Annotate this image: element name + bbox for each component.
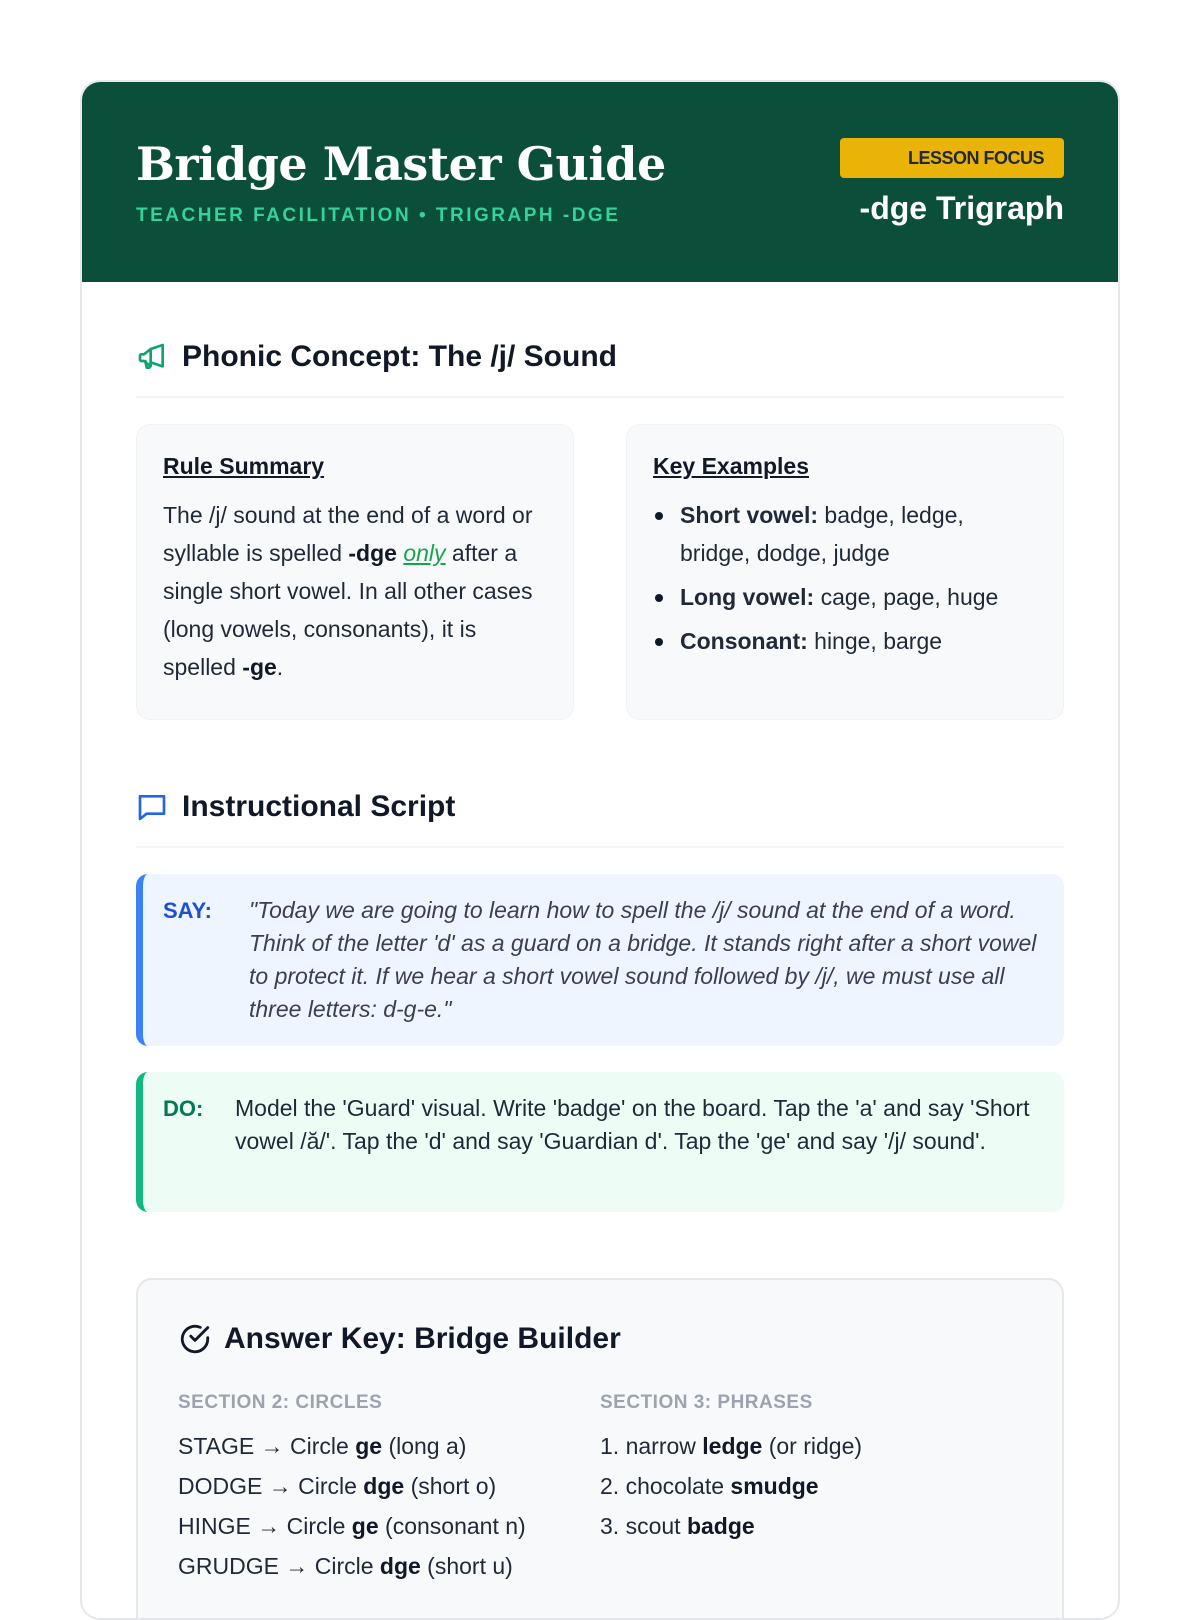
answer-word: HINGE (178, 1513, 251, 1539)
say-label: SAY: (163, 898, 212, 923)
phrases-title: SECTION 3: PHRASES (600, 1392, 813, 1413)
answer-word: GRUDGE (178, 1553, 279, 1579)
script-section-header (136, 768, 1064, 848)
concept-section-header (136, 318, 1064, 398)
megaphone-icon (136, 340, 170, 374)
check-circle-icon (178, 1322, 212, 1356)
answer-pre: → Circle (262, 1473, 364, 1499)
example-label: Short vowel: (680, 502, 819, 528)
lesson-focus-value: -dge Trigraph (859, 189, 1064, 226)
lesson-focus-badge: LESSON FOCUS (840, 138, 1064, 178)
rule-text-2: after a single short vowel. In all other cases (long vowels, consonants), it is spelled (163, 540, 533, 680)
answer-bold: dge (363, 1473, 405, 1499)
phrase-bold: smudge (730, 1473, 819, 1499)
answer-bold: ge (351, 1513, 379, 1539)
rule-ge-term: -ge (242, 654, 277, 680)
example-words: badge, ledge, bridge, dodge, judge (680, 502, 964, 566)
list-item (653, 622, 1037, 660)
phrase-post: (or ridge) (762, 1433, 863, 1459)
answer-post: (short o) (404, 1473, 497, 1499)
answer-word: DODGE (178, 1473, 263, 1499)
guide-body (82, 318, 1118, 1620)
example-words: hinge, barge (814, 628, 943, 654)
page-title: Bridge Master Guide (136, 137, 666, 191)
answer-post: (consonant n) (378, 1513, 526, 1539)
answer-key-columns (178, 1392, 1022, 1586)
rule-only-emphasis: only (403, 540, 446, 566)
list-item (600, 1466, 1022, 1506)
list-item (178, 1546, 600, 1586)
list-item (653, 578, 1037, 616)
speech-bubble-icon (136, 790, 170, 824)
say-text: "Today we are going to learn how to spell the /j/ sound at the end of a word. Think of the letter 'd' as a guard on a bridge. It stands right after a short vowel to protect it. If we hear a short vowel sound followed by /j/, we must use all three letters: d-g-e." (249, 897, 1037, 1022)
key-examples-title: Key Examples (653, 453, 809, 479)
header-banner (82, 82, 1118, 282)
circles-title: SECTION 2: CIRCLES (178, 1392, 383, 1413)
answer-bold: ge (355, 1433, 383, 1459)
header-titles (136, 137, 666, 227)
example-label: Long vowel: (680, 584, 815, 610)
do-label: DO: (163, 1096, 204, 1121)
answer-post: (long a) (382, 1433, 467, 1459)
answer-bold: dge (379, 1553, 421, 1579)
answer-pre: → Circle (250, 1513, 352, 1539)
phrase-bold: ledge (702, 1433, 763, 1459)
answer-post: (short u) (420, 1553, 513, 1579)
list-item (178, 1426, 600, 1466)
rule-dge-term: -dge (348, 540, 397, 566)
lesson-focus (840, 138, 1064, 227)
guide-card (80, 80, 1120, 1620)
phrase-pre: 3. scout (600, 1513, 687, 1539)
answer-key-panel (136, 1278, 1064, 1620)
list-item (600, 1506, 1022, 1546)
rule-text-1: The /j/ sound at the end of a word or syllable is spelled (163, 502, 533, 566)
answer-pre: → Circle (278, 1553, 380, 1579)
list-item (178, 1506, 600, 1546)
page-subtitle: TEACHER FACILITATION • TRIGRAPH -DGE (136, 205, 621, 226)
example-words: cage, page, huge (820, 584, 999, 610)
phrase-pre: 1. narrow (600, 1433, 703, 1459)
answer-key-heading: Answer Key: Bridge Builder (224, 1322, 621, 1355)
do-text: Model the 'Guard' visual. Write 'badge' on the board. Tap the 'a' and say 'Short vowel /ă/'. Tap the 'd' and say 'Guardian d'. Tap the 'ge' and say '/j/ sound'. (235, 1095, 1030, 1154)
rule-summary-panel (136, 424, 574, 720)
examples-list (653, 496, 1037, 660)
rule-summary-title: Rule Summary (163, 453, 325, 479)
concept-grid (136, 424, 1064, 720)
say-callout (136, 874, 1064, 1046)
answer-key-header (178, 1322, 1022, 1356)
concept-heading: Phonic Concept: The /j/ Sound (182, 340, 617, 373)
list-item (178, 1466, 600, 1506)
list-item (600, 1426, 1022, 1466)
script-heading: Instructional Script (182, 790, 456, 823)
rule-text-3: . (276, 654, 284, 680)
phrase-pre: 2. chocolate (600, 1473, 731, 1499)
do-callout (136, 1072, 1064, 1212)
phrases-column (600, 1392, 1022, 1586)
key-examples-panel (626, 424, 1064, 720)
list-item (653, 496, 1037, 572)
circles-column (178, 1392, 600, 1586)
rule-summary-text (163, 496, 547, 686)
answer-word: STAGE (178, 1433, 255, 1459)
phrase-bold: badge (686, 1513, 755, 1539)
answer-pre: → Circle (254, 1433, 356, 1459)
example-label: Consonant: (680, 628, 808, 654)
